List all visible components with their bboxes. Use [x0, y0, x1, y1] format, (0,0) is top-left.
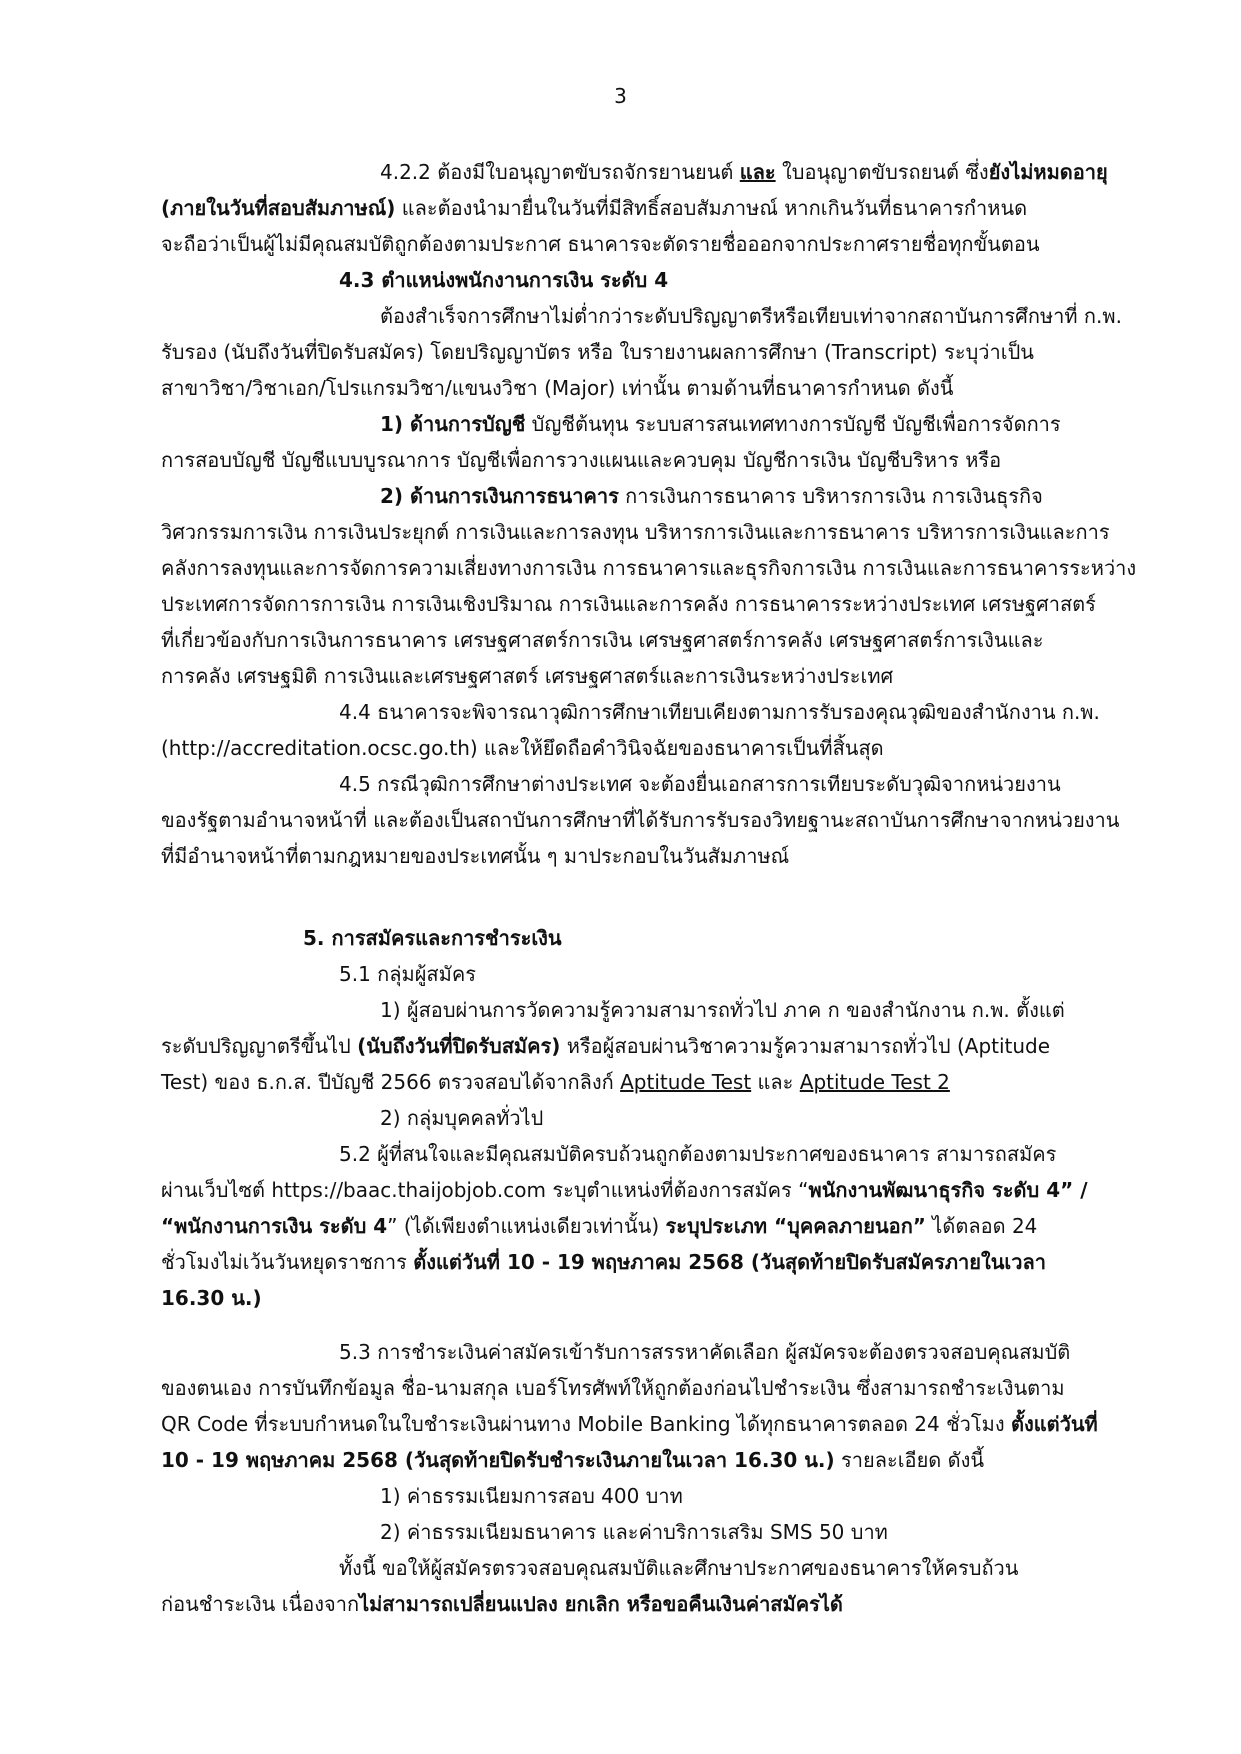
- s52-text: ได้ตลอด 24: [925, 1214, 1038, 1238]
- s43-para-line-2: รับรอง (นับถึงวันที่ปิดรับสมัคร) โดยปริญญาบัตร หรือ ใบรายงานผลการศึกษา (Transcript) ระบุว่าเป็น: [161, 340, 1034, 364]
- s422-interview-date-bold: (ภายในวันที่สอบสัมภาษณ์): [161, 196, 396, 220]
- group1-closing-date-bold: (นับถึงวันที่ปิดรับสมัคร): [357, 1034, 561, 1058]
- s422-text: 4.2.2 ต้องมีใบอนุญาตขับรถจักรยานยนต์: [380, 160, 740, 184]
- s422-line-1: [380, 160, 1108, 184]
- s43-finance-line-6: การคลัง เศรษฐมิติ การเงินและเศรษฐศาสตร์ เศรษฐศาสตร์และการเงินระหว่างประเทศ: [161, 664, 894, 688]
- s422-and-underlined: และ: [739, 160, 776, 184]
- s43-finance-line-3: คลังการลงทุนและการจัดการความเสี่ยงทางการเงิน การธนาคารและธุรกิจการเงิน การเงินและการธนาคารระหว่าง: [161, 556, 1137, 580]
- s43-heading: 4.3 ตำแหน่งพนักงานการเงิน ระดับ 4: [339, 268, 669, 292]
- aptitude-test-link[interactable]: Aptitude Test: [620, 1070, 752, 1094]
- application-period-bold: ตั้งแต่วันที่ 10 - 19 พฤษภาคม 2568 (วันสุดท้ายปิดรับสมัครภายในเวลา: [413, 1250, 1046, 1274]
- s44-line-2: (http://accreditation.ocsc.go.th) และให้ยึดถือคำวินิจฉัยของธนาคารเป็นที่สิ้นสุด: [161, 736, 884, 760]
- group1-text: หรือผู้สอบผ่านวิชาความรู้ความสามารถทั่วไป (Aptitude: [560, 1034, 1051, 1058]
- note-line-2: [161, 1592, 843, 1616]
- s53-text: QR Code ที่ระบบกำหนดในใบชำระเงินผ่านทาง Mobile Banking ได้ทุกธนาคารตลอด 24 ชั่วโมง: [161, 1412, 1011, 1436]
- s44-line-1: 4.4 ธนาคารจะพิจารณาวุฒิการศึกษาเทียบเคียงตามการรับรองคุณวุฒิของสำนักงาน ก.พ.: [339, 700, 1100, 724]
- fee-bank-sms: 2) ค่าธรรมเนียมธนาคาร และค่าบริการเสริม SMS 50 บาท: [380, 1520, 888, 1544]
- s43-accounting-line-2: การสอบบัญชี บัญชีแบบบูรณาการ บัญชีเพื่อการวางแผนและควบคุม บัญชีการเงิน บัญชีบริหาร หรือ: [161, 448, 1002, 472]
- s53-from-date-bold: ตั้งแต่วันที่: [1010, 1412, 1098, 1436]
- fee-exam: 1) ค่าธรรมเนียมการสอบ 400 บาท: [380, 1484, 683, 1508]
- accounting-text: บัญชีต้นทุน ระบบสารสนเทศทางการบัญชี บัญชีเพื่อการจัดการ: [525, 412, 1061, 436]
- s52-text: ผ่านเว็บไซต์ https://baac.thaijobjob.com ระบุตำแหน่งที่ต้องการสมัคร “: [161, 1178, 809, 1202]
- s43-para-line-3: สาขาวิชา/วิชาเอก/โปรแกรมวิชา/แขนงวิชา (Major) เท่านั้น ตามด้านที่ธนาคารกำหนด ดังนี้: [161, 376, 954, 400]
- s422-text: และต้องนำมายื่นในวันที่มีสิทธิ์สอบสัมภาษณ์ หากเกินวันที่ธนาคารกำหนด: [395, 196, 1028, 220]
- s5-heading: 5. การสมัครและการชำระเงิน: [303, 926, 562, 950]
- s422-text: ใบอนุญาตขับรถยนต์ ซึ่ง: [775, 160, 989, 184]
- s43-accounting-line-1: [380, 412, 1061, 436]
- s45-line-2: ของรัฐตามอำนาจหน้าที่ และต้องเป็นสถาบันการศึกษาที่ได้รับการรับรองวิทยฐานะสถาบันการศึกษาจากหน่วยงาน: [161, 808, 1120, 832]
- s52-text-bold: “: [161, 1214, 175, 1238]
- s51-group1-line-2: [161, 1034, 1050, 1058]
- s43-finance-line-5: ที่เกี่ยวข้องกับการเงินการธนาคาร เศรษฐศาสตร์การเงิน เศรษฐศาสตร์การคลัง เศรษฐศาสตร์การเงินและ: [161, 628, 1044, 652]
- s422-line-2: [161, 196, 1027, 220]
- group1-text: ระดับปริญญาตรีขึ้นไป: [161, 1034, 358, 1058]
- s422-not-expired-bold: ยังไม่หมดอายุ: [988, 160, 1108, 184]
- s43-para-line-1: ต้องสำเร็จการศึกษาไม่ต่ำกว่าระดับปริญญาตรีหรือเทียบเท่าจากสถาบันการศึกษาที่ ก.พ.: [380, 304, 1122, 328]
- applicant-type-bold: ระบุประเภท “บุคคลภายนอก”: [665, 1214, 926, 1238]
- note-text: ก่อนชำระเงิน เนื่องจาก: [161, 1592, 360, 1616]
- position-finance-bold: พนักงานการเงิน ระดับ 4: [174, 1214, 388, 1238]
- s45-line-3: ที่มีอำนาจหน้าที่ตามกฎหมายของประเทศนั้น ๆ มาประกอบในวันสัมภาษณ์: [161, 844, 790, 868]
- s52-text: ” (ได้เพียงตำแหน่งเดียวเท่านั้น): [387, 1214, 666, 1238]
- finance-text: การเงินการธนาคาร บริหารการเงิน การเงินธุรกิจ: [618, 484, 1043, 508]
- s52-line-4: [161, 1250, 1046, 1274]
- s52-line-2: [161, 1178, 1088, 1202]
- note-line-1: ทั้งนี้ ขอให้ผู้สมัครตรวจสอบคุณสมบัติและศึกษาประกาศของธนาคารให้ครบถ้วน: [339, 1556, 1019, 1580]
- s52-text-bold: ” /: [1060, 1178, 1088, 1202]
- s43-finance-line-2: วิศวกรรมการเงิน การเงินประยุกต์ การเงินและการลงทุน บริหารการเงินและการธนาคาร บริหารการเงินและการ: [161, 520, 1110, 544]
- s52-line-5: 16.30 น.): [161, 1286, 262, 1310]
- finance-title: 2) ด้านการเงินการธนาคาร: [380, 484, 619, 508]
- s53-line-2: ของตนเอง การบันทึกข้อมูล ชื่อ-นามสกุล เบอร์โทรศัพท์ให้ถูกต้องก่อนไปชำระเงิน ซึ่งสามารถชำระเงินตาม: [161, 1376, 1065, 1400]
- accounting-title: 1) ด้านการบัญชี: [380, 412, 526, 436]
- payment-period-bold: 10 - 19 พฤษภาคม 2568 (วันสุดท้ายปิดรับชำระเงินภายในเวลา 16.30 น.): [161, 1448, 835, 1472]
- s53-text: รายละเอียด ดังนี้: [834, 1448, 985, 1472]
- aptitude-test-2-link[interactable]: Aptitude Test 2: [799, 1070, 950, 1094]
- s51-group1-line-3: [161, 1070, 950, 1094]
- group1-text: Test) ของ ธ.ก.ส. ปีบัญชี 2566 ตรวจสอบได้จากลิงก์: [161, 1070, 621, 1094]
- s52-line-1: 5.2 ผู้ที่สนใจและมีคุณสมบัติครบถ้วนถูกต้องตามประกาศของธนาคาร สามารถสมัคร: [339, 1142, 1057, 1166]
- s45-line-1: 4.5 กรณีวุฒิการศึกษาต่างประเทศ จะต้องยื่นเอกสารการเทียบระดับวุฒิจากหน่วยงาน: [339, 772, 1061, 796]
- page-number: 3: [614, 84, 627, 108]
- s43-finance-line-4: ประเทศการจัดการการเงิน การเงินเชิงปริมาณ การเงินและการคลัง การธนาคารระหว่างประเทศ เศรษฐศาสตร์: [161, 592, 1096, 616]
- s53-line-4: [161, 1448, 984, 1472]
- s53-line-1: 5.3 การชำระเงินค่าสมัครเข้ารับการสรรหาคัดเลือก ผู้สมัครจะต้องตรวจสอบคุณสมบัติ: [339, 1340, 1071, 1364]
- no-refund-bold: ไม่สามารถเปลี่ยนแปลง ยกเลิก หรือขอคืนเงินค่าสมัครได้: [359, 1592, 843, 1616]
- group1-text: และ: [751, 1070, 800, 1094]
- s51-group2: 2) กลุ่มบุคคลทั่วไป: [380, 1106, 544, 1130]
- position-business-dev-bold: พนักงานพัฒนาธุรกิจ ระดับ 4: [808, 1178, 1061, 1202]
- s51-heading: 5.1 กลุ่มผู้สมัคร: [339, 962, 476, 986]
- s43-finance-line-1: [380, 484, 1043, 508]
- s422-line-3: จะถือว่าเป็นผู้ไม่มีคุณสมบัติถูกต้องตามประกาศ ธนาคารจะตัดรายชื่อออกจากประกาศรายชื่อทุกขั้นตอน: [161, 232, 1040, 256]
- s52-text: ชั่วโมงไม่เว้นวันหยุดราชการ: [161, 1250, 414, 1274]
- s52-line-3: [161, 1214, 1037, 1238]
- s51-group1-line-1: 1) ผู้สอบผ่านการวัดความรู้ความสามารถทั่วไป ภาค ก ของสำนักงาน ก.พ. ตั้งแต่: [380, 998, 1065, 1022]
- s53-line-3: [161, 1412, 1098, 1436]
